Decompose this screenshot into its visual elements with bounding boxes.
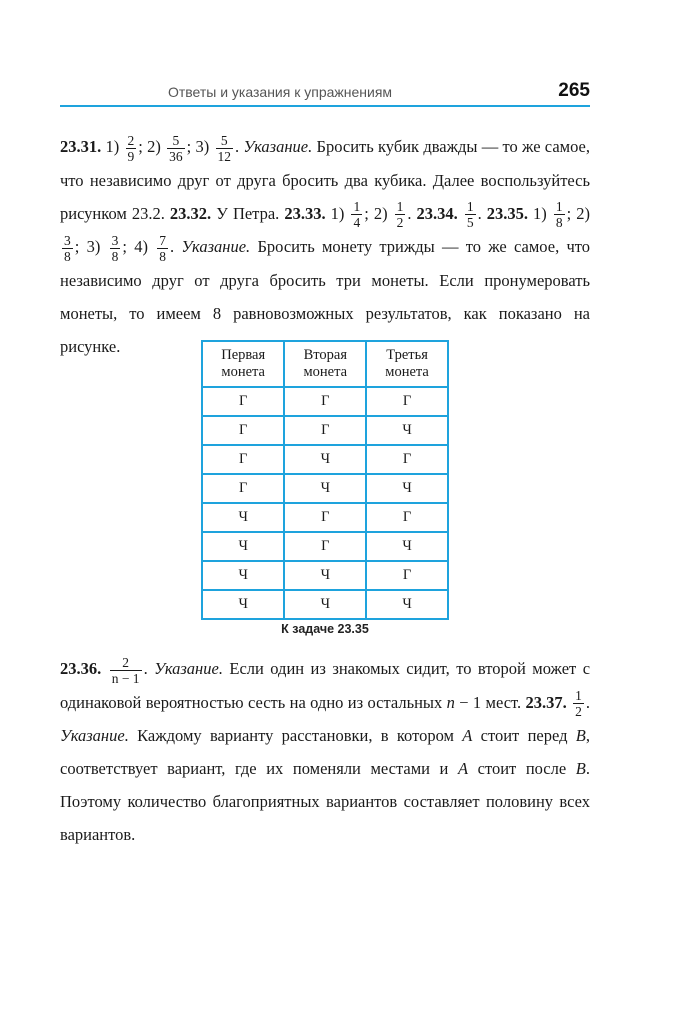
fraction xyxy=(216,133,234,164)
answer-text: Бросить монету трижды — то же самое, что независимо друг от друга бросить три монеты. Если пронумеровать монеты, то имеем 8 равновозможных результатов, как показано на рисунке. xyxy=(60,237,590,357)
table-row xyxy=(202,474,448,503)
answer-text: ; 4) xyxy=(122,237,156,257)
exercise-number: 23.31. xyxy=(60,137,102,156)
table-cell: Г xyxy=(284,387,366,416)
answer-text: Если один из знакомых сидит, то второй может с одинаковой вероятностью сесть на одно из остальных xyxy=(60,659,591,712)
fraction-denominator: 8 xyxy=(64,249,71,265)
fraction-denominator: 36 xyxy=(169,148,183,164)
answers-paragraph-1 xyxy=(60,130,590,363)
answer-text: 1) xyxy=(101,137,124,156)
math-variable: n xyxy=(446,692,455,712)
exercise-number: 23.37. xyxy=(525,692,567,712)
answer-text: . xyxy=(143,659,155,678)
exercise-number: 23.34. xyxy=(416,203,458,223)
answer-text: ; 3) xyxy=(186,137,214,156)
table-cell: Г xyxy=(366,503,448,532)
answer-text: ; 2) xyxy=(364,203,393,223)
table-cell: Г xyxy=(284,503,366,532)
answer-text xyxy=(567,693,571,712)
table-row xyxy=(202,561,448,590)
column-header-third-coin: Третья монета xyxy=(366,341,448,387)
answer-text: ; 2) xyxy=(138,137,166,156)
column-header-first-coin: Первая монета xyxy=(202,341,284,387)
answer-text: У Петра. xyxy=(211,203,285,223)
table-cell: Ч xyxy=(284,474,366,503)
table-cell: Ч xyxy=(284,561,366,590)
table-cell: Ч xyxy=(366,474,448,503)
hint-label: Указание. xyxy=(60,726,129,746)
table-cell: Г xyxy=(366,387,448,416)
answer-text: , соответствует вариант, где их поменяли местами и xyxy=(60,726,590,779)
fraction-denominator: 8 xyxy=(159,249,166,265)
exercise-number: 23.33. xyxy=(284,203,326,223)
page-number: 265 xyxy=(558,80,590,101)
table-caption: К задаче 23.35 xyxy=(281,622,369,636)
table-cell: Г xyxy=(202,445,284,474)
answer-text: . xyxy=(477,203,487,223)
fraction xyxy=(351,199,362,230)
fraction-denominator: 2 xyxy=(575,704,582,720)
table-cell: Ч xyxy=(284,445,366,474)
exercise-number: 23.36. xyxy=(60,659,102,678)
hint-label: Указание. xyxy=(243,137,313,156)
fraction-numerator: 2 xyxy=(122,654,129,670)
math-variable: A xyxy=(457,759,469,779)
answer-text: Каждому варианту расстановки, в котором xyxy=(128,726,463,746)
table-cell: Ч xyxy=(202,503,284,532)
fraction-numerator: 2 xyxy=(127,132,135,148)
answer-text: стоит перед xyxy=(472,726,576,746)
fraction xyxy=(62,233,73,264)
fraction-numerator: 1 xyxy=(353,199,361,215)
fraction-numerator: 3 xyxy=(64,233,71,249)
header-divider xyxy=(60,105,590,107)
fraction-numerator: 1 xyxy=(555,199,563,215)
answer-text: . xyxy=(585,692,590,712)
column-header-second-coin: Вторая монета xyxy=(284,341,366,387)
table-row xyxy=(202,590,448,619)
hint-label: Указание. xyxy=(154,659,223,678)
fraction xyxy=(554,199,565,230)
fraction-denominator: 2 xyxy=(396,215,404,231)
table-cell: Ч xyxy=(202,561,284,590)
table-cell: Г xyxy=(202,474,284,503)
answer-text: ; 2) xyxy=(566,203,590,223)
table-row xyxy=(202,445,448,474)
table-cell: Г xyxy=(366,445,448,474)
table-row xyxy=(202,416,448,445)
table-row xyxy=(202,503,448,532)
table-cell: Г xyxy=(366,561,448,590)
table-cell: Ч xyxy=(202,590,284,619)
table-cell: Ч xyxy=(366,590,448,619)
fraction xyxy=(126,133,137,164)
fraction xyxy=(465,199,476,230)
math-variable: B xyxy=(575,726,586,746)
table-cell: Г xyxy=(202,387,284,416)
fraction-denominator: n − 1 xyxy=(111,670,140,686)
fraction-denominator: 5 xyxy=(466,215,474,231)
fraction-numerator: 3 xyxy=(111,233,119,249)
table-header-row xyxy=(202,341,448,387)
answer-text: 1) xyxy=(325,203,350,223)
table-cell: Г xyxy=(284,532,366,561)
answer-text: . xyxy=(169,237,182,257)
table-cell: Ч xyxy=(202,532,284,561)
fraction-denominator: 12 xyxy=(217,148,231,164)
answer-text: Бросить кубик дважды — то же самое, что независимо друг от друга бросить два кубика. Далее воспользуйтесь рисунком 23.2. xyxy=(60,137,590,223)
table-cell: Ч xyxy=(284,590,366,619)
fraction-numerator: 7 xyxy=(159,233,166,249)
answer-text: . Поэтому количество благоприятных вариантов составляет половину всех вариантов. xyxy=(60,759,590,845)
exercise-number: 23.35. xyxy=(486,203,528,223)
fraction-denominator: 8 xyxy=(555,215,563,231)
table-cell: Г xyxy=(284,416,366,445)
fraction-numerator: 1 xyxy=(396,199,404,215)
answer-text: . xyxy=(235,137,244,156)
answers-paragraph-2 xyxy=(60,652,590,851)
table-cell: Ч xyxy=(366,416,448,445)
math-variable: A xyxy=(462,726,473,746)
table-cell: Г xyxy=(202,416,284,445)
answer-text: ; 3) xyxy=(74,237,108,257)
answer-text: 1) xyxy=(528,203,552,223)
answer-text: стоит после xyxy=(468,759,576,779)
table-row xyxy=(202,387,448,416)
table-cell: Ч xyxy=(366,532,448,561)
fraction-denominator: 9 xyxy=(127,148,135,164)
fraction xyxy=(395,199,406,230)
coin-outcomes-table xyxy=(201,340,449,620)
fraction xyxy=(110,233,121,264)
answer-text xyxy=(101,659,107,678)
answer-text xyxy=(458,204,463,223)
hint-label: Указание. xyxy=(181,237,251,257)
fraction-denominator: 8 xyxy=(111,249,119,265)
fraction-numerator: 1 xyxy=(575,688,582,704)
fraction-numerator: 1 xyxy=(466,199,474,215)
math-variable: B xyxy=(575,759,586,779)
fraction xyxy=(573,688,584,719)
fraction xyxy=(110,655,142,686)
answer-text: − 1 мест. xyxy=(454,692,526,712)
answer-text: . xyxy=(407,203,417,223)
fraction-numerator: 5 xyxy=(220,132,228,148)
exercise-number: 23.32. xyxy=(169,203,212,223)
fraction xyxy=(167,133,185,164)
table-row xyxy=(202,532,448,561)
running-header-title: Ответы и указания к упражнениям xyxy=(167,84,393,100)
fraction xyxy=(157,233,168,264)
fraction-denominator: 4 xyxy=(353,215,361,231)
fraction-numerator: 5 xyxy=(172,132,180,148)
